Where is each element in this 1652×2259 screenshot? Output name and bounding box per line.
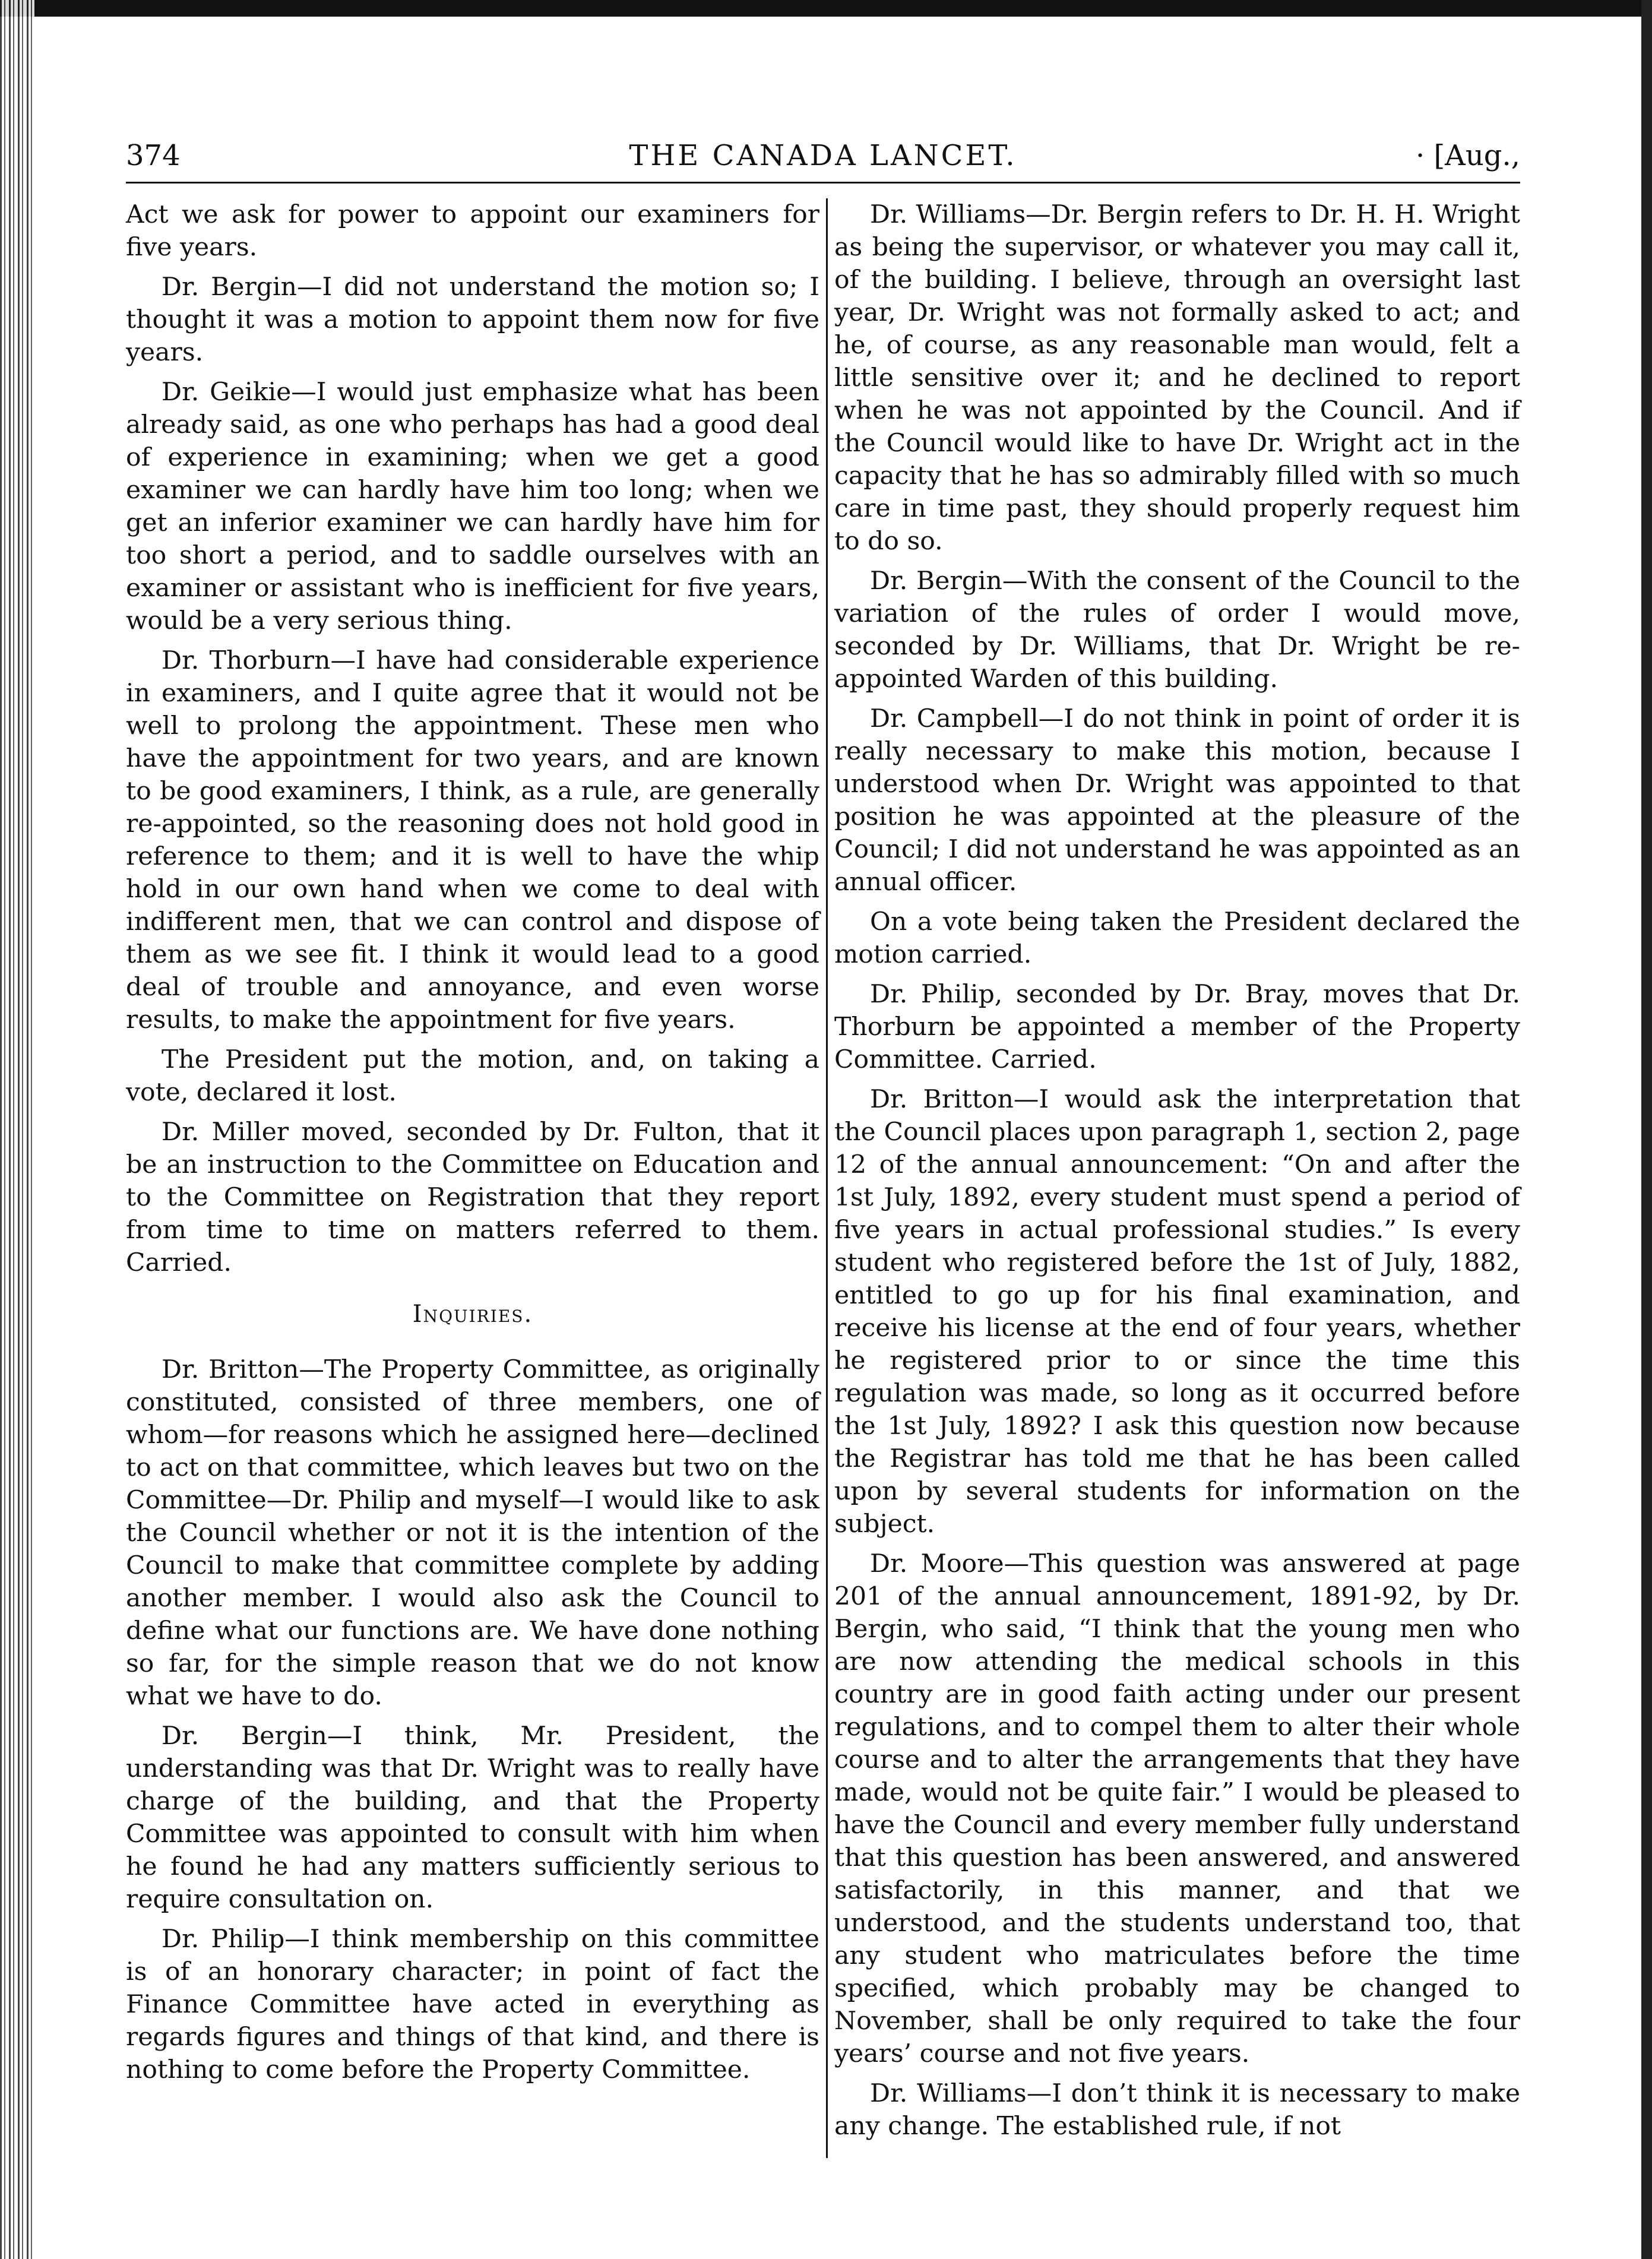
header-rule — [126, 182, 1520, 183]
paragraph: Dr. Williams—Dr. Bergin refers to Dr. H. H. Wright as being the supervisor, or whatever you may call it, of the building. I believe, through an oversight last year, Dr. Wright was not formally asked to act; and he, of course, as any reasonable man would, felt a little sensitive over it; and he declined to report when he was not appointed by the Council. And if the Council would like to have Dr. Wright act in the capacity that he has so admirably filled with so much care in time past, they should properly request him to do so. — [834, 200, 1520, 556]
page-number: 374 — [126, 139, 181, 172]
paragraph: Dr. Geikie—I would just emphasize what has been already said, as one who perhaps has had a good deal of experience in examining; when we get a good examiner we can hardly have him too long; when we get an inferior examiner we can hardly have him for too short a period, and to saddle ourselves with an examiner or assistant who is inefficient for five years, would be a very serious thing. — [126, 378, 819, 635]
paragraph: Dr. Philip, seconded by Dr. Bray, moves that Dr. Thorburn be appointed a member of the Property Committee. Carried. — [834, 980, 1520, 1074]
paragraph: Act we ask for power to appoint our examiners for five years. — [126, 200, 819, 262]
month-marker: · [Aug., — [1415, 139, 1520, 172]
paragraph: Dr. Philip—I think membership on this committee is of an honorary character; in point of fact the Finance Committee have acted in everything as regards figures and things of that kind, and there is nothing to come before the Property Committee. — [126, 1925, 819, 2084]
paragraph: Dr. Williams—I don’t think it is necessary to make any change. The established rule, if not — [834, 2079, 1520, 2141]
paragraph: Dr. Bergin—I did not understand the motion so; I thought it was a motion to appoint them now for five years. — [126, 273, 819, 367]
scan-right-border — [1641, 0, 1652, 2259]
scan-top-border — [0, 0, 1652, 17]
paragraph: Dr. Moore—This question was answered at page 201 of the annual announcement, 1891-92, by Dr. Bergin, who said, “I think that the young men who are now attending the medical schools in this country are in good faith acting under our present regulations, and to compel them to alter their whole course and to alter the arrangements that they have made, would not be quite fair.” I would be pleased to have the Council and every member fully understand that this question has been answered, and answered satisfactorily, in this manner, and that we understood, and the students understand too, that any student who matriculates before the time specified, which probably may be changed to November, shall be only required to take the four years’ course and not five years. — [834, 1549, 1520, 2068]
scan-binding-edge — [0, 0, 34, 2259]
paragraph: Dr. Bergin—With the consent of the Council to the variation of the rules of order I would move, seconded by Dr. Williams, that Dr. Wright be re-appointed Warden of this building. — [834, 567, 1520, 694]
running-title: THE CANADA LANCET. — [629, 139, 1017, 172]
paragraph: On a vote being taken the President declared the motion carried. — [834, 907, 1520, 969]
paragraph: Dr. Thorburn—I have had considerable experience in examiners, and I quite agree that it would not be well to prolong the appointment. These men who have the appointment for two years, and are known to be good examiners, I think, as a rule, are generally re-appointed, so the reasoning does not hold good in reference to them; and it is well to have the whip hold in our own hand when we come to deal with indifferent men, that we can control and dispose of them as we see fit. I think it would lead to a good deal of trouble and annoyance, and even worse results, to make the appointment for five years. — [126, 646, 819, 1034]
paragraph: The President put the motion, and, on taking a vote, declared it lost. — [126, 1045, 819, 1107]
section-heading: Inquiries. — [412, 1301, 533, 1328]
page-header — [126, 134, 1520, 182]
right-column — [834, 198, 1520, 2150]
paragraph: Dr. Bergin—I think, Mr. President, the understanding was that Dr. Wright was to really have charge of the building, and that the Property Committee was appointed to consult with him when he found he had any matters sufficiently serious to require consultation on. — [126, 1722, 819, 1914]
paragraph: Dr. Miller moved, seconded by Dr. Fulton, that it be an instruction to the Committee on Education and to the Committee on Registration that they report from time to time on matters referred to them. Carried. — [126, 1118, 819, 1277]
column-divider — [826, 198, 828, 2158]
paragraph: Dr. Campbell—I do not think in point of order it is really necessary to make this motion, because I understood when Dr. Wright was appointed to that position he was appointed at the pleasure of the Council; I did not understand he was appointed as an annual officer. — [834, 704, 1520, 897]
paragraph: Dr. Britton—I would ask the interpretation that the Council places upon paragraph 1, section 2, page 12 of the annual announcement: “On and after the 1st July, 1892, every student must spend a period of five years in actual professional studies.” Is every student who registered before the 1st of July, 1882, entitled to go up for his final examination, and receive his license at the end of four years, whether he registered prior to or since the time this regulation was made, so long as it occurred before the 1st July, 1892? I ask this question now because the Registrar has told me that he has been called upon by several students for information on the subject. — [834, 1085, 1520, 1539]
left-column — [126, 198, 819, 2093]
paragraph: Dr. Britton—The Property Committee, as originally constituted, consisted of three members, one of whom—for reasons which he assigned here—declined to act on that committee, which leaves but two on the Committee—Dr. Philip and myself—I would like to ask the Council whether or not it is the intention of the Council to make that committee complete by adding another member. I would also ask the Council to define what our functions are. We have done nothing so far, for the simple reason that we do not know what we have to do. — [126, 1355, 819, 1711]
